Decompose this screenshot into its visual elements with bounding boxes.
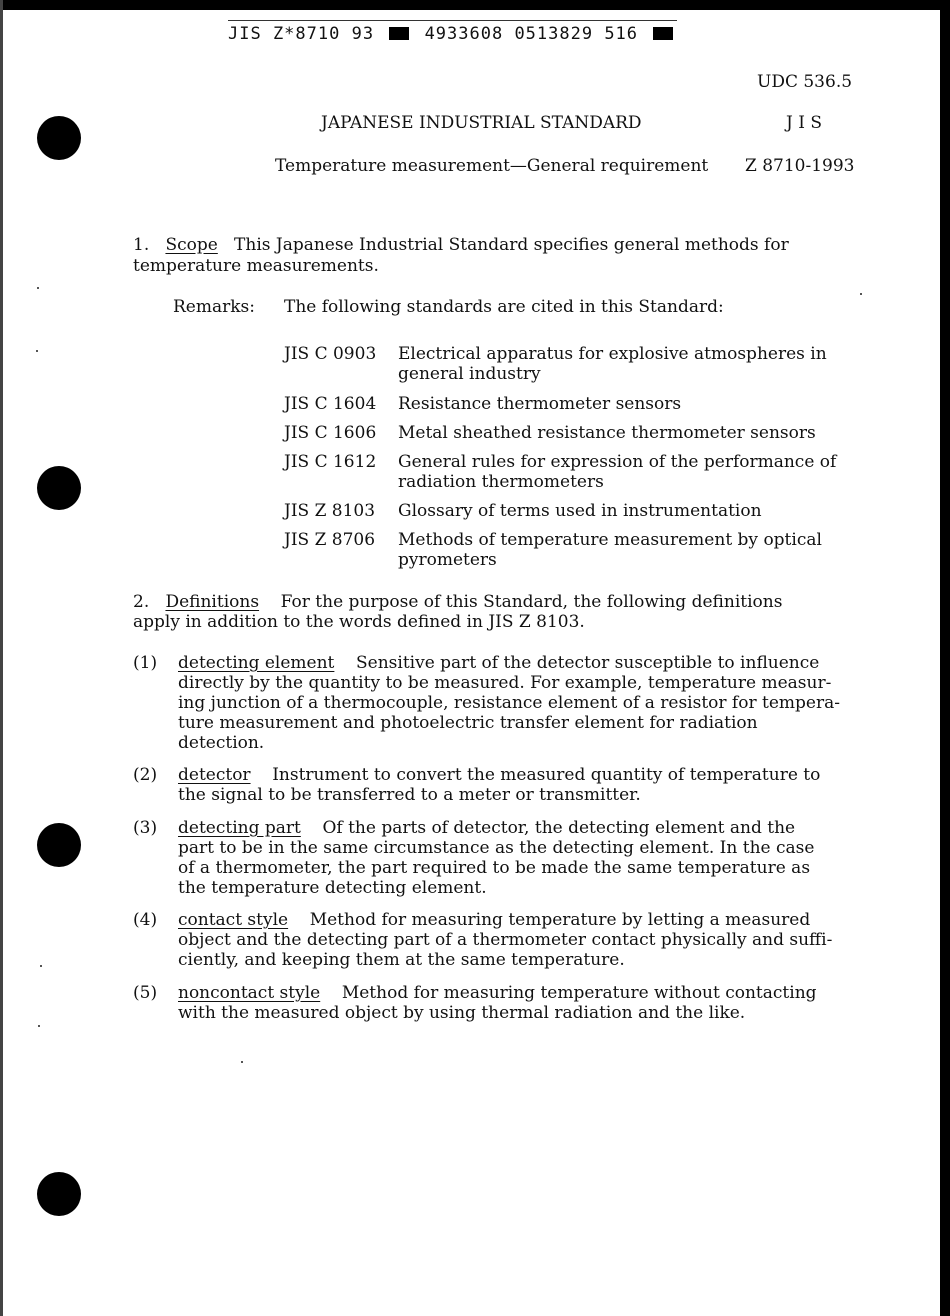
- scan-speck: [860, 293, 862, 295]
- section-number: 1.: [133, 235, 150, 255]
- scan-speck: [241, 1061, 243, 1063]
- definition-term: noncontact style: [178, 983, 321, 1003]
- definition-line: with the measured object by using thermal radiation and the like.: [178, 1003, 746, 1023]
- reference-title: General rules for expression of the performance of: [398, 452, 837, 472]
- header-code-part2: 4933608 0513829 516: [424, 24, 639, 44]
- reference-code: JIS C 0903: [284, 344, 377, 364]
- section-number: 2.: [133, 592, 150, 612]
- section-heading: Scope: [165, 235, 218, 255]
- definition-text: Instrument to convert the measured quantity of temperature to: [272, 765, 821, 785]
- definition-number: (5): [133, 983, 158, 1003]
- scan-speck: [38, 1025, 40, 1027]
- definition-line: ing junction of a thermocouple, resistance element of a resistor for tempera-: [178, 693, 840, 713]
- definition-line: ciently, and keeping them at the same temperature.: [178, 950, 625, 970]
- definition-line: object and the detecting part of a thermometer contact physically and suffi-: [178, 930, 833, 950]
- reference-code: JIS C 1606: [284, 423, 377, 443]
- punch-hole: [37, 1172, 81, 1216]
- udc-number: UDC 536.5: [757, 72, 853, 92]
- reference-code: JIS C 1604: [284, 394, 377, 414]
- definition-text: Of the parts of detector, the detecting element and the: [322, 818, 796, 838]
- redaction-block: [389, 27, 409, 40]
- definition-term: detector: [178, 765, 251, 785]
- header-code-part1: JIS Z*8710 93: [228, 24, 375, 44]
- section-scope: [133, 235, 789, 256]
- section-text: For the purpose of this Standard, the following definitions: [280, 592, 783, 612]
- doc-number: Z 8710-1993: [745, 156, 855, 176]
- definition-line: the temperature detecting element.: [178, 878, 487, 898]
- definition-first-line: [178, 765, 820, 786]
- definition-number: (3): [133, 818, 158, 838]
- remarks-label: Remarks:: [173, 297, 255, 317]
- definition-number: (2): [133, 765, 158, 785]
- definition-line: detection.: [178, 733, 265, 753]
- definition-term: contact style: [178, 910, 289, 930]
- scan-speck: [40, 965, 42, 967]
- definition-number: (1): [133, 653, 158, 673]
- definition-term: detecting part: [178, 818, 301, 838]
- definition-line: directly by the quantity to be measured. For example, temperature measur-: [178, 673, 832, 693]
- header-code: [228, 20, 677, 44]
- reference-title-cont: pyrometers: [398, 550, 497, 570]
- section-heading: Definitions: [165, 592, 260, 612]
- reference-title: Methods of temperature measurement by optical: [398, 530, 822, 550]
- org-title: JAPANESE INDUSTRIAL STANDARD: [321, 113, 642, 133]
- definition-line: the signal to be transferred to a meter or transmitter.: [178, 785, 641, 805]
- reference-code: JIS Z 8706: [284, 530, 376, 550]
- scan-border-top: [0, 0, 950, 10]
- reference-title: Glossary of terms used in instrumentation: [398, 501, 762, 521]
- definition-line: ture measurement and photoelectric transfer element for radiation: [178, 713, 758, 733]
- definition-term: detecting element: [178, 653, 335, 673]
- definition-text: Method for measuring temperature without contacting: [341, 983, 817, 1003]
- definition-number: (4): [133, 910, 158, 930]
- section-text-line: apply in addition to the words defined in JIS Z 8103.: [133, 612, 585, 632]
- reference-title: Metal sheathed resistance thermometer sensors: [398, 423, 816, 443]
- section-definitions: [133, 592, 782, 613]
- definition-first-line: [178, 653, 819, 674]
- redaction-block: [653, 27, 673, 40]
- punch-hole: [37, 116, 81, 160]
- doc-title: Temperature measurement—General requirement: [275, 156, 709, 176]
- reference-title-cont: general industry: [398, 364, 541, 384]
- reference-title: Electrical apparatus for explosive atmospheres in: [398, 344, 827, 364]
- scan-speck: [37, 287, 39, 289]
- definition-line: of a thermometer, the part required to be made the same temperature as: [178, 858, 811, 878]
- definition-text: Sensitive part of the detector susceptible to influence: [356, 653, 820, 673]
- scan-border-left: [0, 0, 3, 1316]
- punch-hole: [37, 466, 81, 510]
- reference-code: JIS C 1612: [284, 452, 377, 472]
- jis-mark: J I S: [786, 113, 822, 133]
- scan-speck: [36, 350, 38, 352]
- definition-first-line: [178, 983, 817, 1004]
- punch-hole: [37, 823, 81, 867]
- scan-border-right: [940, 0, 950, 1316]
- section-text: This Japanese Industrial Standard specifies general methods for: [234, 235, 789, 255]
- definition-text: Method for measuring temperature by letting a measured: [309, 910, 811, 930]
- definition-first-line: [178, 818, 795, 839]
- remarks-text: The following standards are cited in this Standard:: [284, 297, 724, 317]
- reference-code: JIS Z 8103: [284, 501, 376, 521]
- definition-line: part to be in the same circumstance as the detecting element. In the case: [178, 838, 815, 858]
- reference-title-cont: radiation thermometers: [398, 472, 604, 492]
- reference-title: Resistance thermometer sensors: [398, 394, 682, 414]
- section-text-line: temperature measurements.: [133, 256, 379, 276]
- definition-first-line: [178, 910, 810, 931]
